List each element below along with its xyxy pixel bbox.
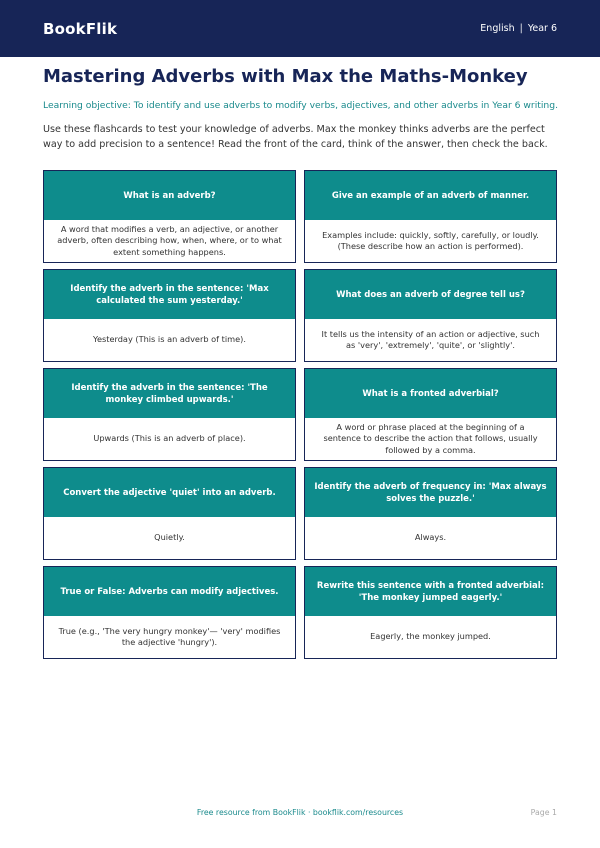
header-meta — [480, 23, 557, 34]
flashcard[interactable] — [304, 467, 557, 560]
card-front: True or False: Adverbs can modify adjectives. — [44, 567, 295, 616]
flashcard[interactable] — [43, 368, 296, 461]
flashcard[interactable] — [43, 566, 296, 659]
header-bar — [0, 0, 600, 57]
flashcard-grid — [43, 170, 557, 659]
card-front: What is a fronted adverbial? — [305, 369, 556, 418]
card-back: True (e.g., 'The very hungry monkey'— 'very' modifies the adjective 'hungry'). — [44, 616, 295, 658]
card-front: Give an example of an adverb of manner. — [305, 171, 556, 220]
brand-logo[interactable]: BookFlik — [43, 19, 118, 38]
meta-separator: | — [519, 23, 523, 34]
card-front: Identify the adverb in the sentence: 'The monkey climbed upwards.' — [44, 369, 295, 418]
card-front: What is an adverb? — [44, 171, 295, 220]
card-back: Eagerly, the monkey jumped. — [305, 616, 556, 658]
card-back: Yesterday (This is an adverb of time). — [44, 319, 295, 361]
card-back: Upwards (This is an adverb of place). — [44, 418, 295, 460]
flashcard[interactable] — [304, 566, 557, 659]
card-front: Identify the adverb in the sentence: 'Max calculated the sum yesterday.' — [44, 270, 295, 319]
card-front: Rewrite this sentence with a fronted adverbial: 'The monkey jumped eagerly.' — [305, 567, 556, 616]
card-front: What does an adverb of degree tell us? — [305, 270, 556, 319]
page-title: Mastering Adverbs with Max the Maths-Monkey — [43, 66, 528, 87]
flashcard[interactable] — [304, 170, 557, 263]
card-back: It tells us the intensity of an action or adjective, such as 'very', 'extremely', 'quite', or 'slightly'. — [305, 319, 556, 361]
year-label: Year 6 — [527, 23, 557, 34]
learning-objective: Learning objective: To identify and use adverbs to modify verbs, adjectives, and other adverbs in Year 6 writing. — [43, 100, 558, 111]
flashcard[interactable] — [43, 269, 296, 362]
card-front: Convert the adjective 'quiet' into an adverb. — [44, 468, 295, 517]
card-back: Always. — [305, 517, 556, 559]
card-front: Identify the adverb of frequency in: 'Max always solves the puzzle.' — [305, 468, 556, 517]
card-back: A word that modifies a verb, an adjective, or another adverb, often describing how, when, where, or to what extent something happens. — [44, 220, 295, 262]
card-back: Quietly. — [44, 517, 295, 559]
flashcard[interactable] — [43, 170, 296, 263]
page-number: Page 1 — [530, 808, 557, 817]
footer-resource-link[interactable]: Free resource from BookFlik · bookflik.com/resources — [196, 808, 404, 817]
card-back: A word or phrase placed at the beginning of a sentence to describe the action that follows, usually followed by a comma. — [305, 418, 556, 460]
subject-label: English — [480, 23, 515, 34]
flashcard[interactable] — [43, 467, 296, 560]
card-back: Examples include: quickly, softly, carefully, or loudly. (These describe how an action is performed). — [305, 220, 556, 262]
intro-text: Use these flashcards to test your knowledge of adverbs. Max the monkey thinks adverbs are the perfect way to add precision to a sentence! Read the front of the card, think of the answer, then check the back. — [43, 124, 548, 150]
flashcard[interactable] — [304, 269, 557, 362]
flashcard[interactable] — [304, 368, 557, 461]
